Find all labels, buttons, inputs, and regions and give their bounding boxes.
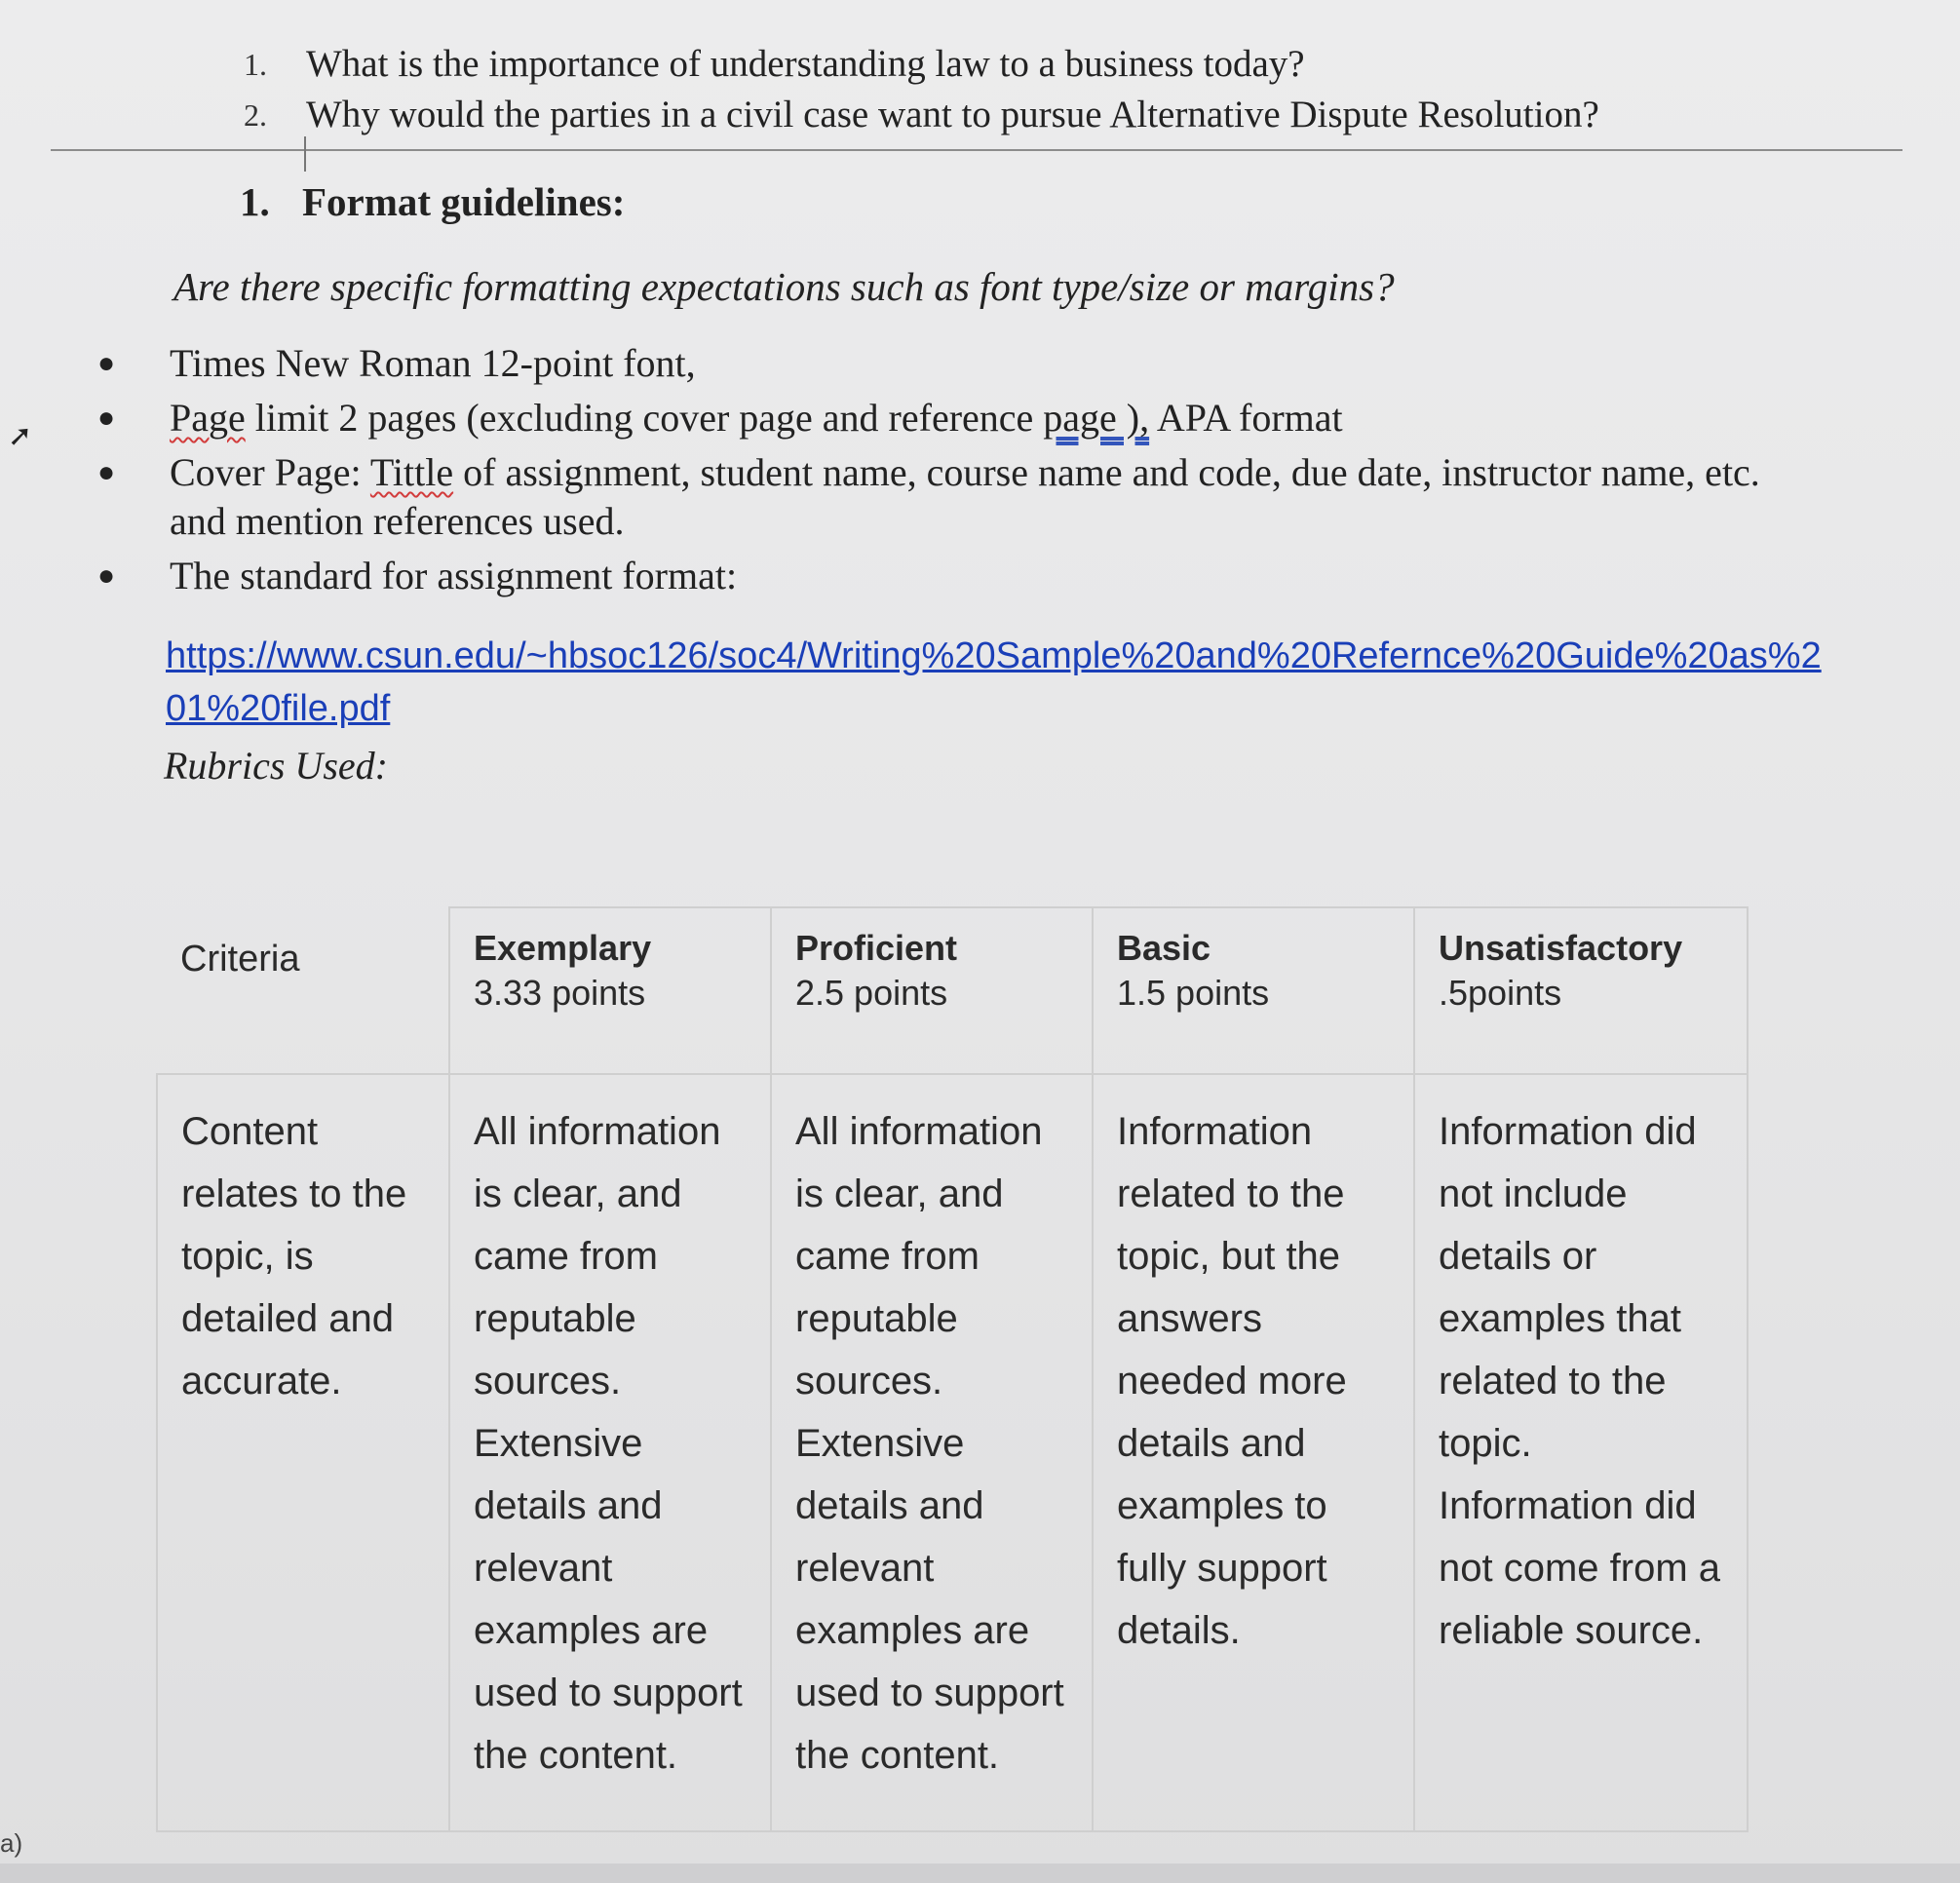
rubric-table: [156, 906, 1749, 1832]
spelling-flag[interactable]: Tittle: [369, 450, 454, 494]
spelling-flag[interactable]: Page: [170, 396, 246, 440]
bullet-item: [97, 552, 1774, 600]
assignment-format-link[interactable]: https://www.csun.edu/~hbsoc126/soc4/Writing%20Sample%20and%20Refernce%20Guide%20as%201%20file.pdf: [166, 635, 1822, 729]
divider-tick: [304, 136, 306, 172]
level-header-unsatisfactory: Unsatisfactory .5points: [1414, 907, 1748, 1074]
question-list: [244, 39, 1599, 140]
format-guidelines-heading: [240, 178, 625, 225]
question-number: 1.: [244, 47, 267, 82]
proficient-cell: All information is clear, and came from reputable sources. Extensive details and relevant examples are used to support the content.: [771, 1074, 1093, 1831]
bullet-icon: ●: [97, 402, 116, 434]
grammar-flag[interactable]: page ),: [1043, 396, 1150, 440]
bullet-item: [97, 394, 1774, 442]
section-number: 1.: [240, 179, 270, 224]
level-header-exemplary: Exemplary 3.33 points: [449, 907, 771, 1074]
question-text: What is the importance of understanding law to a business today?: [306, 43, 1305, 85]
bullet-icon: ●: [97, 347, 116, 379]
exemplary-cell: All information is clear, and came from reputable sources. Extensive details and relevant examples are used to support the content.: [449, 1074, 771, 1831]
bottom-edge: [0, 1864, 1960, 1883]
question-item: [244, 90, 1599, 140]
basic-cell: Information related to the topic, but the answers needed more details and examples to fully support details.: [1093, 1074, 1414, 1831]
bullet-text: Times New Roman 12-point font,: [170, 341, 696, 385]
criteria-header: Criteria: [157, 907, 449, 1074]
criterion-cell: Content relates to the topic, is detailed and accurate.: [157, 1074, 449, 1831]
margin-cursor-icon: ➚: [8, 420, 33, 452]
question-number: 2.: [244, 97, 267, 133]
bullet-text: Cover Page: Tittle of assignment, student name, course name and code, due date, instructor name, etc. and mention references used.: [170, 450, 1760, 543]
bullet-icon: ●: [97, 559, 116, 592]
rubric-header-row: [157, 907, 1748, 1074]
bullet-item: [97, 448, 1774, 546]
horizontal-divider: [51, 149, 1902, 151]
bullet-icon: ●: [97, 456, 116, 488]
format-prompt: Are there specific formatting expectations such as font type/size or margins?: [173, 264, 1395, 309]
question-text: Why would the parties in a civil case want to pursue Alternative Dispute Resolution?: [306, 94, 1599, 135]
question-item: [244, 39, 1599, 90]
page-edge-mark: a): [0, 1828, 23, 1858]
level-header-proficient: Proficient 2.5 points: [771, 907, 1093, 1074]
rubrics-label: Rubrics Used:: [164, 744, 388, 788]
level-header-basic: Basic 1.5 points: [1093, 907, 1414, 1074]
bullet-text: Page limit 2 pages (excluding cover page and reference page ), APA format: [170, 396, 1343, 440]
bullet-text: The standard for assignment format:: [170, 554, 738, 597]
format-bullet-list: [97, 339, 1774, 606]
section-title: Format guidelines:: [302, 179, 626, 224]
bullet-item: [97, 339, 1774, 388]
unsatisfactory-cell: Information did not include details or examples that related to the topic. Information did not come from a reliable source.: [1414, 1074, 1748, 1831]
rubric-row: [157, 1074, 1748, 1831]
